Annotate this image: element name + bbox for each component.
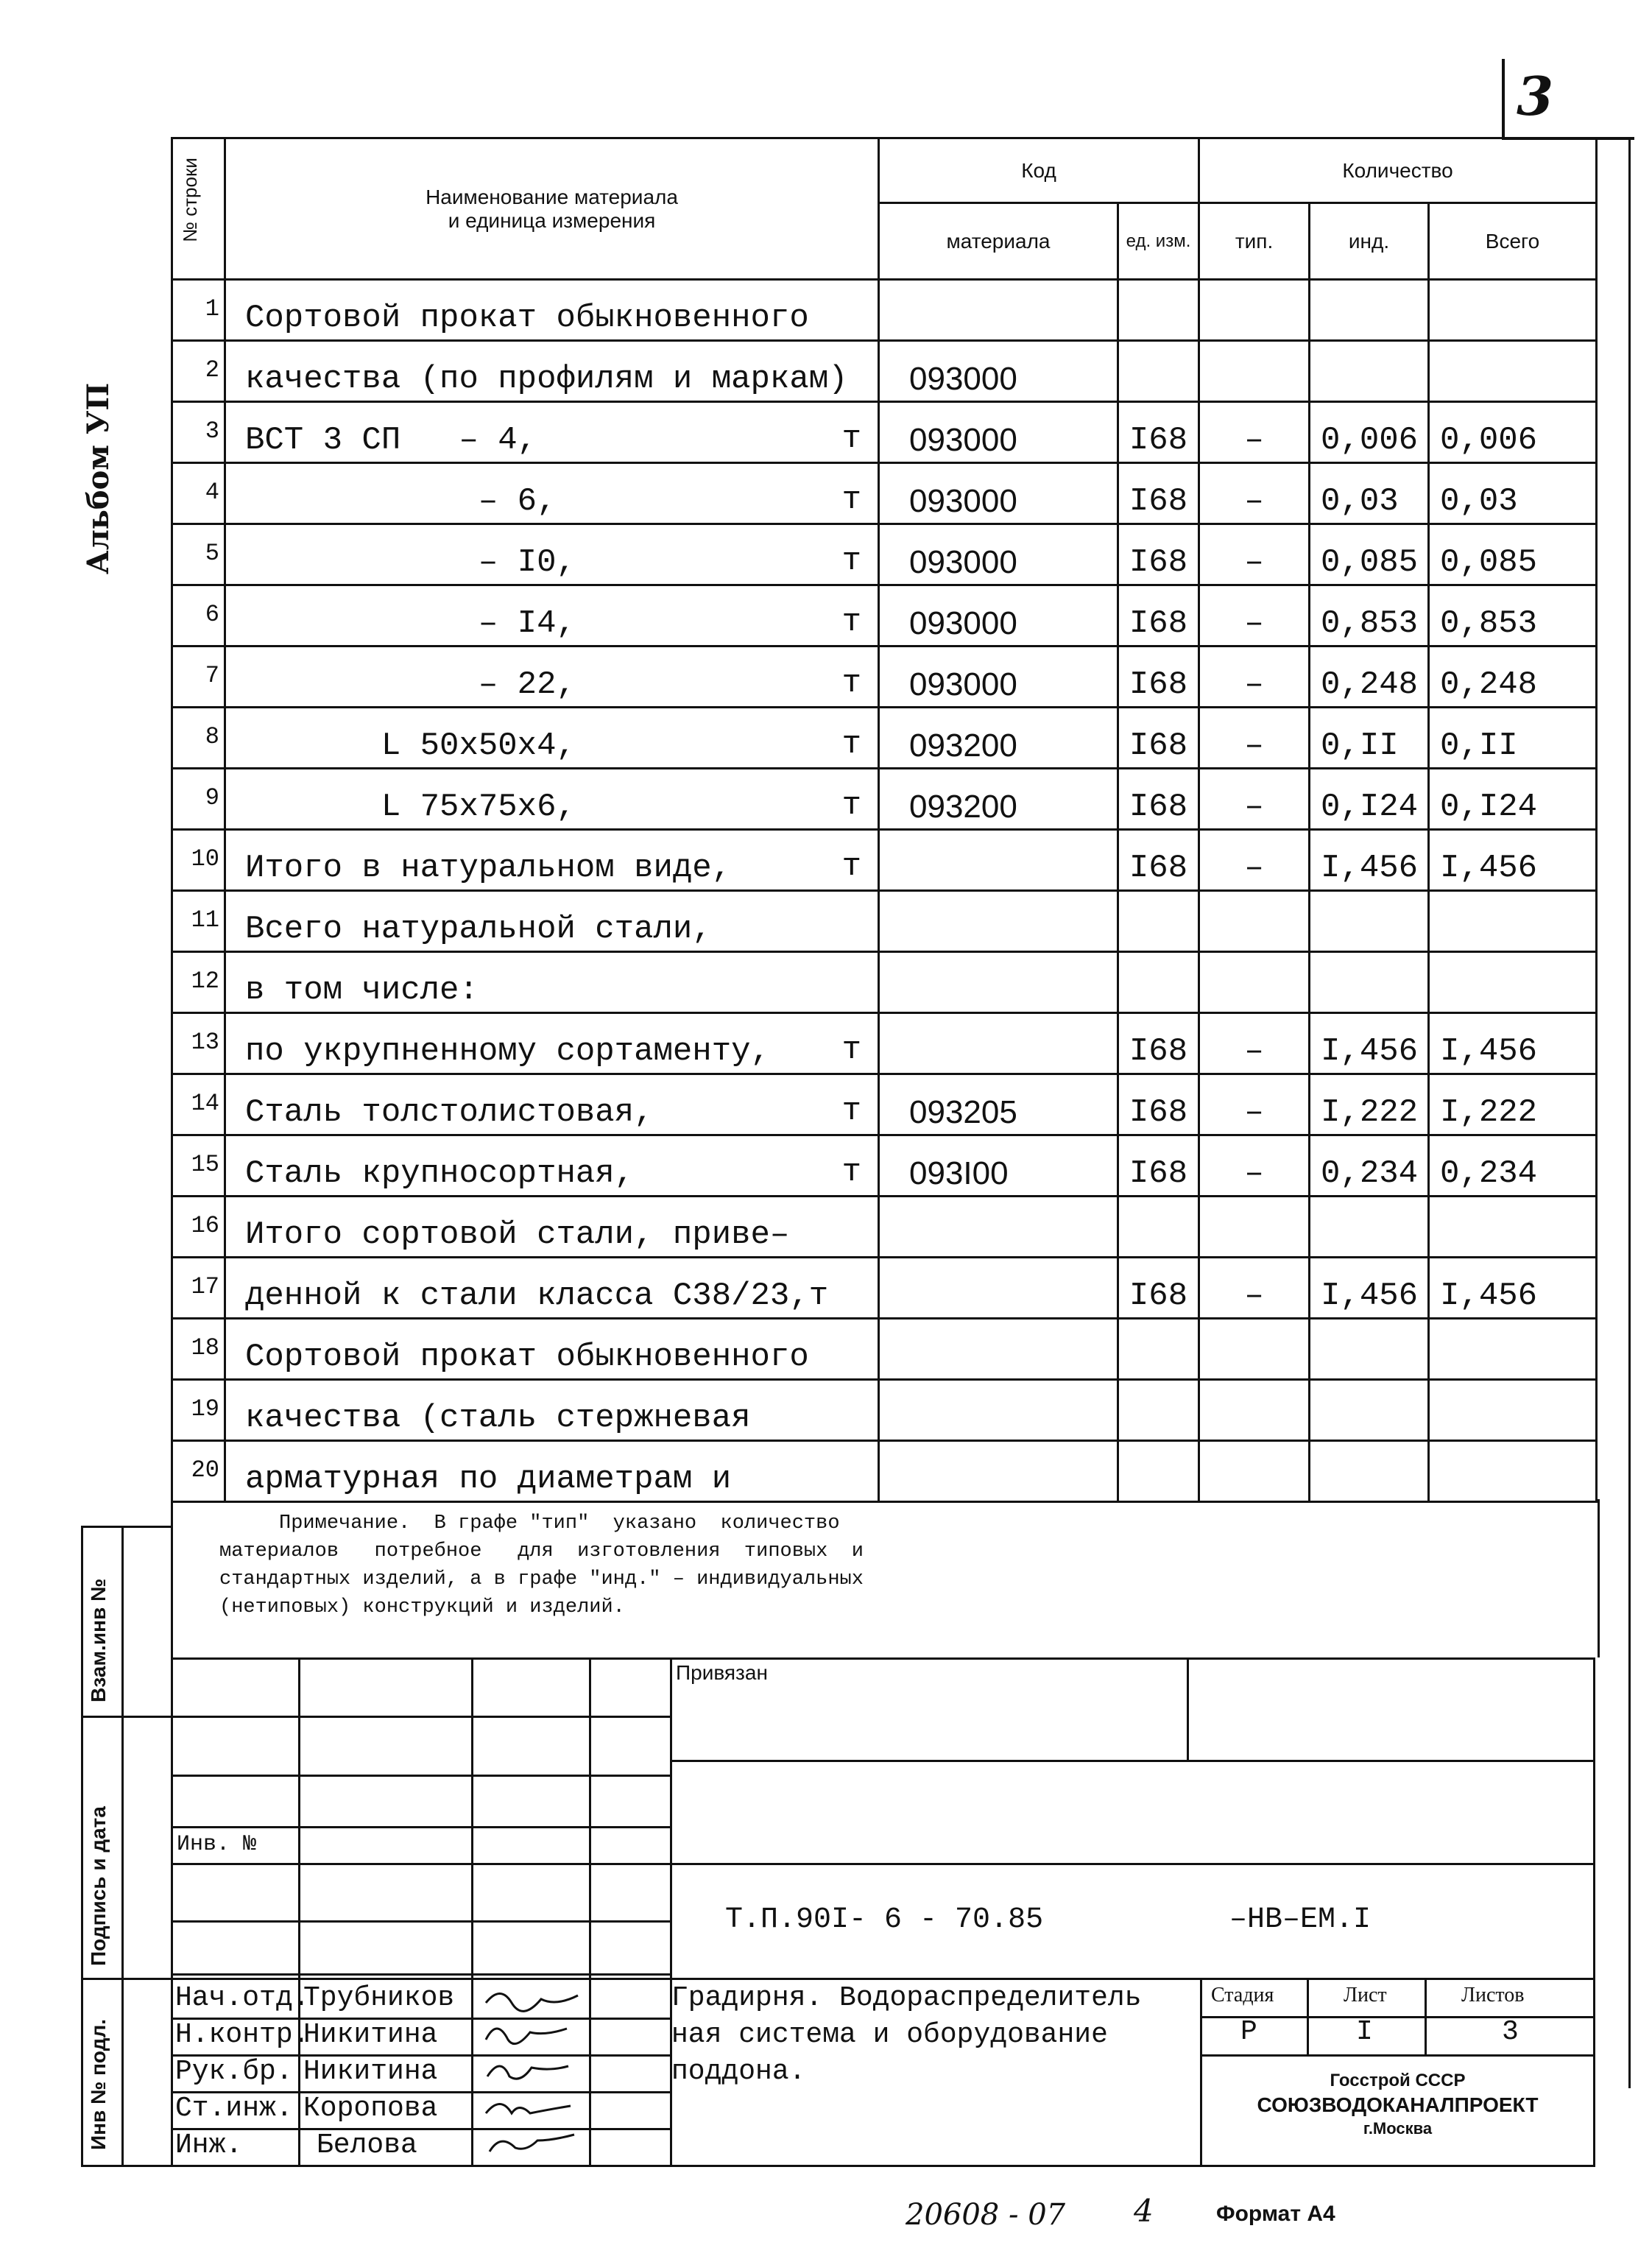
qty-total-cell: [1429, 341, 1597, 402]
archive-number: 20608 - 07: [906, 2198, 1066, 2232]
material-name-cell: [225, 463, 879, 524]
material-name-text: – 6,: [245, 483, 557, 520]
qty-total-cell: [1429, 891, 1597, 952]
qty-total-cell: [1429, 952, 1597, 1013]
signature-1: [486, 1994, 578, 2012]
sheets-value: 3: [1502, 2016, 1519, 2048]
row-number-cell: 5: [172, 524, 225, 585]
qty-ind-cell: 0,853: [1310, 585, 1429, 646]
header-qty-typ: тип.: [1199, 203, 1310, 280]
qty-ind-cell: 0,03: [1310, 463, 1429, 524]
material-name-cell: [225, 524, 879, 585]
qty-ind-cell: [1310, 1197, 1429, 1258]
qty-total-cell: 0,234: [1429, 1135, 1597, 1197]
privyazan-label: Привязан: [676, 1661, 768, 1684]
material-name-text: Итого сортовой стали, приве–: [245, 1216, 790, 1253]
material-name-cell: [225, 1074, 879, 1135]
material-code-cell: [879, 280, 1118, 341]
material-name-text: Сталь крупносортная,: [245, 1155, 635, 1192]
qty-ind-cell: [1310, 341, 1429, 402]
side-label-vzam: Взам.инв №: [87, 1578, 110, 1702]
role-nach-otd: Нач.отд.: [175, 1982, 310, 2014]
qty-ind-cell: 0,248: [1310, 646, 1429, 708]
title-line-2: ная система и оборудование: [671, 2019, 1108, 2051]
qty-total-cell: [1429, 1441, 1597, 1502]
qty-ind-cell: [1310, 952, 1429, 1013]
qty-ind-cell: I,222: [1310, 1074, 1429, 1135]
right-margin-rule: [1628, 137, 1631, 2088]
unit-text: т: [841, 420, 861, 457]
stamp-line: [1200, 2016, 1595, 2018]
signatures-graphic: [479, 1981, 589, 2165]
name-nikitina-2: Никитина: [303, 2056, 438, 2087]
material-name-text: – 22,: [245, 666, 576, 703]
qty-typ-cell: –: [1199, 402, 1310, 463]
qty-typ-cell: [1199, 891, 1310, 952]
material-name-text: L 50x50x4,: [245, 727, 576, 764]
qty-typ-cell: [1199, 280, 1310, 341]
row-number-cell: 19: [172, 1380, 225, 1441]
qty-typ-cell: –: [1199, 1013, 1310, 1074]
table-row: [172, 463, 1597, 524]
side-strip-line: [121, 1526, 124, 2166]
unit-text: т: [841, 604, 861, 641]
table-row: [172, 341, 1597, 402]
qty-ind-cell: I,456: [1310, 830, 1429, 891]
qty-total-cell: I,456: [1429, 830, 1597, 891]
table-body: [172, 280, 1597, 1502]
stamp-line: [171, 1657, 173, 2166]
stamp-line: [171, 1920, 671, 1923]
signature-3: [487, 2066, 568, 2079]
header-qty-total: Всего: [1429, 203, 1597, 280]
material-name-text: – I4,: [245, 605, 576, 642]
stamp-line: [171, 1826, 671, 1828]
qty-total-cell: [1429, 1197, 1597, 1258]
unit-text: т: [841, 543, 861, 579]
table-row: [172, 585, 1597, 646]
table-row: [172, 1380, 1597, 1441]
material-code-cell: [879, 952, 1118, 1013]
qty-ind-cell: 0,234: [1310, 1135, 1429, 1197]
document-mark: –НВ–ЕМ.I: [1229, 1903, 1372, 1937]
unit-text: т: [841, 482, 861, 518]
stamp-line: [1307, 1978, 1309, 2054]
material-name-text: L 75x75x6,: [245, 789, 576, 825]
material-code-cell: 093000: [879, 524, 1118, 585]
org-line-2: СОЮЗВОДОКАНАЛПРОЕКТ: [1257, 2093, 1539, 2116]
header-name-line1: Наименование материала: [426, 185, 678, 208]
material-name-cell: [225, 280, 879, 341]
qty-total-cell: 0,II: [1429, 708, 1597, 769]
qty-ind-cell: [1310, 1441, 1429, 1502]
stage-label: Стадия: [1211, 1984, 1274, 2006]
row-number-cell: 11: [172, 891, 225, 952]
qty-total-cell: 0,006: [1429, 402, 1597, 463]
unit-code-cell: I68: [1118, 1013, 1199, 1074]
qty-total-cell: [1429, 1380, 1597, 1441]
qty-typ-cell: –: [1199, 524, 1310, 585]
side-strip-line: [81, 1526, 83, 2166]
qty-typ-cell: –: [1199, 1074, 1310, 1135]
table-row: [172, 1074, 1597, 1135]
table-row: [172, 1013, 1597, 1074]
material-name-cell: [225, 1380, 879, 1441]
stage-value: Р: [1240, 2016, 1257, 2048]
sheets-label: Листов: [1461, 1984, 1525, 2006]
stamp-line: [171, 1657, 1595, 1660]
qty-ind-cell: [1310, 280, 1429, 341]
table-row: [172, 646, 1597, 708]
material-code-cell: [879, 1319, 1118, 1380]
title-line-1: Градирня. Водораспределитель: [671, 1982, 1142, 2014]
stamp-line: [1200, 2054, 1595, 2057]
material-name-cell: [225, 1258, 879, 1319]
material-code-cell: [879, 1013, 1118, 1074]
document-code: Т.П.90I- 6 - 70.85: [725, 1903, 1044, 1937]
title-line-3: поддона.: [671, 2056, 806, 2087]
corner-sheet-number: 3: [1517, 65, 1554, 127]
header-code-group: Код: [879, 138, 1199, 203]
table-row: [172, 830, 1597, 891]
inv-no-label: Инв. №: [177, 1832, 257, 1857]
signature-4: [486, 2104, 571, 2114]
unit-code-cell: I68: [1118, 646, 1199, 708]
row-number-cell: 14: [172, 1074, 225, 1135]
material-name-text: Итого в натуральном виде,: [245, 850, 732, 887]
table-row: [172, 952, 1597, 1013]
qty-ind-cell: I,456: [1310, 1258, 1429, 1319]
material-code-cell: 093200: [879, 769, 1118, 830]
qty-typ-cell: –: [1199, 708, 1310, 769]
table-row: [172, 280, 1597, 341]
role-n-kontr: Н.контр.: [175, 2019, 310, 2051]
row-number-cell: 7: [172, 646, 225, 708]
header-name-line2: и единица измерения: [448, 208, 656, 232]
unit-text: т: [841, 1154, 861, 1191]
unit-text: т: [841, 787, 861, 824]
material-name-cell: [225, 708, 879, 769]
row-number-cell: 17: [172, 1258, 225, 1319]
stamp-line: [171, 1863, 1595, 1865]
material-name-text: Сталь толстолистовая,: [245, 1094, 654, 1131]
material-name-text: по укрупненному сортаменту,: [245, 1033, 770, 1070]
side-label-inv-podl: Инв № подл.: [87, 2018, 110, 2150]
unit-code-cell: I68: [1118, 830, 1199, 891]
material-name-cell: [225, 402, 879, 463]
side-strip-line: [81, 2165, 173, 2167]
stamp-line: [171, 2128, 671, 2130]
row-number-cell: 6: [172, 585, 225, 646]
stamp-line: [298, 1657, 300, 2166]
table-row: [172, 1441, 1597, 1502]
row-number-cell: 3: [172, 402, 225, 463]
unit-code-cell: [1118, 1441, 1199, 1502]
material-name-cell: [225, 1197, 879, 1258]
stamp-line: [589, 1657, 591, 2166]
unit-text: т: [841, 1032, 861, 1068]
material-name-text: Сортовой прокат обыкновенного: [245, 300, 809, 337]
table-row: [172, 708, 1597, 769]
material-name-cell: [225, 1013, 879, 1074]
qty-total-cell: 0,I24: [1429, 769, 1597, 830]
header-qty-ind: инд.: [1310, 203, 1429, 280]
qty-ind-cell: [1310, 891, 1429, 952]
role-ruk-br: Рук.бр.: [175, 2056, 293, 2087]
material-name-text: Сортовой прокат обыкновенного: [245, 1339, 809, 1375]
side-strip-line: [81, 1978, 173, 1980]
qty-total-cell: 0,03: [1429, 463, 1597, 524]
unit-text: т: [841, 665, 861, 702]
material-name-cell: [225, 341, 879, 402]
qty-total-cell: [1429, 1319, 1597, 1380]
qty-total-cell: 0,853: [1429, 585, 1597, 646]
unit-code-cell: I68: [1118, 1258, 1199, 1319]
stamp-line: [171, 1978, 1595, 1980]
material-name-text: качества (сталь стержневая: [245, 1400, 751, 1437]
qty-ind-cell: 0,II: [1310, 708, 1429, 769]
qty-total-cell: I,456: [1429, 1013, 1597, 1074]
stamp-line: [471, 1657, 473, 2166]
stamp-line: [670, 1657, 672, 2166]
qty-typ-cell: [1199, 1380, 1310, 1441]
qty-ind-cell: I,456: [1310, 1013, 1429, 1074]
row-number-cell: 16: [172, 1197, 225, 1258]
unit-code-cell: I68: [1118, 1074, 1199, 1135]
name-nikitina-1: Никитина: [303, 2019, 438, 2051]
name-belova: Белова: [317, 2129, 417, 2161]
sheet-value: I: [1356, 2016, 1373, 2048]
material-code-cell: 093200: [879, 708, 1118, 769]
material-code-cell: 093000: [879, 646, 1118, 708]
row-number-cell: 2: [172, 341, 225, 402]
material-name-cell: [225, 952, 879, 1013]
material-code-cell: [879, 1258, 1118, 1319]
qty-typ-cell: –: [1199, 830, 1310, 891]
material-code-cell: [879, 1380, 1118, 1441]
unit-code-cell: [1118, 952, 1199, 1013]
header-qty-group: Количество: [1199, 138, 1597, 203]
table-row: [172, 769, 1597, 830]
table-row: [172, 1319, 1597, 1380]
stamp-line: [671, 1760, 1187, 1762]
unit-code-cell: I68: [1118, 463, 1199, 524]
corner-frame-vertical: [1502, 59, 1505, 140]
side-strip-line: [81, 1716, 173, 1718]
qty-typ-cell: [1199, 1441, 1310, 1502]
material-name-cell: [225, 1135, 879, 1197]
qty-typ-cell: –: [1199, 769, 1310, 830]
qty-ind-cell: [1310, 1380, 1429, 1441]
material-name-text: качества (по профилям и маркам): [245, 361, 848, 398]
material-code-cell: [879, 891, 1118, 952]
qty-typ-cell: [1199, 952, 1310, 1013]
unit-code-cell: [1118, 1319, 1199, 1380]
material-code-cell: 093000: [879, 463, 1118, 524]
material-name-cell: [225, 1319, 879, 1380]
unit-code-cell: [1118, 1380, 1199, 1441]
row-number-cell: 13: [172, 1013, 225, 1074]
material-code-cell: 093000: [879, 341, 1118, 402]
album-label: [81, 309, 125, 589]
unit-text: т: [841, 848, 861, 885]
material-name-text: ВСТ 3 СП – 4,: [245, 422, 537, 459]
header-material-name: [225, 138, 879, 280]
qty-typ-cell: –: [1199, 1135, 1310, 1197]
material-code-cell: 093I00: [879, 1135, 1118, 1197]
row-number-cell: 9: [172, 769, 225, 830]
material-name-text: в том числе:: [245, 972, 479, 1009]
header-code-material: материала: [879, 203, 1118, 280]
qty-typ-cell: [1199, 341, 1310, 402]
org-line-3: г.Москва: [1363, 2119, 1433, 2138]
material-name-text: денной к стали класса С38/23,т: [245, 1278, 829, 1314]
signature-5: [490, 2135, 574, 2152]
stamp-line: [1187, 1657, 1189, 1761]
stamp-line: [171, 2165, 1595, 2167]
stamp-line: [1187, 1760, 1595, 1762]
unit-code-cell: I68: [1118, 402, 1199, 463]
role-st-inzh: Ст.инж.: [175, 2093, 293, 2124]
format-label: Формат А4: [1216, 2202, 1335, 2226]
stamp-line: [171, 1973, 671, 1976]
material-code-cell: [879, 1197, 1118, 1258]
org-line-1: Госстрой СССР: [1330, 2071, 1466, 2090]
table-row: [172, 1197, 1597, 1258]
row-number-cell: 10: [172, 830, 225, 891]
unit-code-cell: I68: [1118, 1135, 1199, 1197]
table-row: [172, 1135, 1597, 1197]
table-row: [172, 402, 1597, 463]
material-name-text: арматурная по диаметрам и: [245, 1461, 732, 1498]
stamp-line: [171, 1775, 671, 1777]
qty-total-cell: [1429, 280, 1597, 341]
material-name-cell: [225, 1441, 879, 1502]
material-name-text: Всего натуральной стали,: [245, 911, 712, 948]
material-code-cell: 093000: [879, 585, 1118, 646]
stamp-line: [171, 1716, 671, 1718]
row-number-cell: 12: [172, 952, 225, 1013]
material-name-cell: [225, 769, 879, 830]
qty-ind-cell: 0,I24: [1310, 769, 1429, 830]
material-name-cell: [225, 585, 879, 646]
qty-typ-cell: [1199, 1319, 1310, 1380]
header-row-number: № строки: [172, 138, 225, 280]
side-strip-line: [81, 1526, 173, 1528]
unit-code-cell: [1118, 341, 1199, 402]
unit-code-cell: I68: [1118, 769, 1199, 830]
qty-ind-cell: 0,085: [1310, 524, 1429, 585]
sheet-label: Лист: [1344, 1984, 1387, 2006]
unit-code-cell: I68: [1118, 708, 1199, 769]
table-row: [172, 1258, 1597, 1319]
qty-typ-cell: [1199, 1197, 1310, 1258]
header-code-unit: ед. изм.: [1118, 203, 1199, 280]
table-row: [172, 891, 1597, 952]
material-code-cell: 093205: [879, 1074, 1118, 1135]
material-name-cell: [225, 891, 879, 952]
qty-total-cell: 0,248: [1429, 646, 1597, 708]
qty-typ-cell: –: [1199, 646, 1310, 708]
unit-code-cell: I68: [1118, 524, 1199, 585]
unit-text: т: [841, 726, 861, 763]
qty-typ-cell: –: [1199, 463, 1310, 524]
row-number-cell: 4: [172, 463, 225, 524]
stamp-line: [1425, 1978, 1427, 2054]
row-number-cell: 8: [172, 708, 225, 769]
row-number-cell: 15: [172, 1135, 225, 1197]
table-row: [172, 524, 1597, 585]
album-label-text: Альбом УП: [81, 382, 116, 574]
material-name-cell: [225, 830, 879, 891]
footer-page-number: 4: [1134, 2193, 1154, 2229]
row-number-cell: 18: [172, 1319, 225, 1380]
material-code-cell: [879, 1441, 1118, 1502]
signature-2: [486, 2029, 567, 2044]
qty-total-cell: I,222: [1429, 1074, 1597, 1135]
unit-code-cell: [1118, 891, 1199, 952]
qty-ind-cell: 0,006: [1310, 402, 1429, 463]
qty-total-cell: 0,085: [1429, 524, 1597, 585]
unit-code-cell: [1118, 280, 1199, 341]
row-number-cell: 20: [172, 1441, 225, 1502]
material-code-cell: 093000: [879, 402, 1118, 463]
unit-code-cell: I68: [1118, 585, 1199, 646]
header-row-1: [172, 138, 1597, 203]
qty-ind-cell: [1310, 1319, 1429, 1380]
unit-text: т: [841, 1093, 861, 1130]
unit-code-cell: [1118, 1197, 1199, 1258]
qty-typ-cell: –: [1199, 585, 1310, 646]
material-code-cell: [879, 830, 1118, 891]
name-trubnikov: Трубников: [303, 1982, 455, 2014]
qty-total-cell: I,456: [1429, 1258, 1597, 1319]
name-koropova: Коропова: [303, 2093, 438, 2124]
role-inzh: Инж.: [175, 2129, 243, 2161]
note-text: Примечание. В графе "тип" указано количество материалов потребное для изготовления типовых и стандартных изделий, а в графе "инд." – индивидуальных (нетиповых) конструкций и изделий.: [219, 1512, 864, 1618]
material-name-text: – I0,: [245, 544, 576, 581]
material-name-cell: [225, 646, 879, 708]
qty-typ-cell: –: [1199, 1258, 1310, 1319]
row-number-cell: 1: [172, 280, 225, 341]
side-label-podpis: Подпись и дата: [87, 1806, 110, 1966]
specification-table: [171, 137, 1598, 1503]
